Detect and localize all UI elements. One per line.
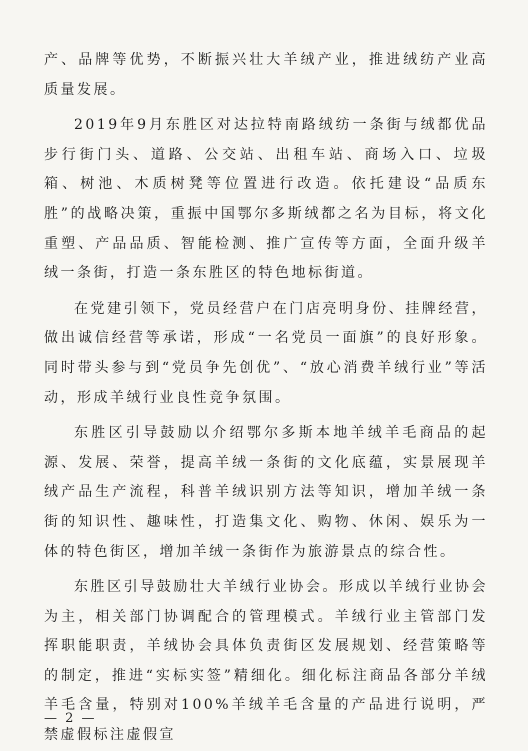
paragraph-4: 东胜区引导鼓励以介绍鄂尔多斯本地羊绒羊毛商品的起源、发展、荣誉，提高羊绒一条街的文化底蕴，实景展现羊绒产品生产流程，科普羊绒识别方法等知识，增加羊绒一条街的知识性、趣味性，打造集文化、购物、休闲、娱乐为一体的特色街区，增加羊绒一条街作为旅游景点的综合性。 (44, 425, 488, 560)
page-number: — 2 — (44, 711, 97, 726)
paragraph-2: 2019年9月东胜区对达拉特南路绒纺一条街与绒都优品步行街门头、道路、公交站、出租车站、商场入口、垃圾箱、树池、木质树凳等位置进行改造。依托建设“品质东胜”的战略决策，重振中国鄂尔多斯绒都之名为目标，将文化重塑、产品品质、智能检测、推广宣传等方面，全面升级羊绒一条街，打造一条东胜区的特色地标街道。 (44, 117, 488, 282)
paragraph-3: 在党建引领下，党员经营户在门店亮明身份、挂牌经营，做出诚信经营等承诺，形成“一名党员一面旗”的良好形象。同时带头参与到“党员争先创优”、“放心消费羊绒行业”等活动，形成羊绒行业良性竞争氛围。 (44, 300, 488, 406)
paragraph-5: 东胜区引导鼓励壮大羊绒行业协会。形成以羊绒行业协会为主，相关部门协调配合的管理模式。羊绒行业主管部门发挥职能职责，羊绒协会具体负责街区发展规划、经营策略等的制定，推进“实标实签”精细化。细化标注商品各部分羊绒羊毛含量，特别对100%羊绒羊毛含量的产品进行说明，严禁虚假标注虚假宣 (44, 579, 488, 744)
paragraph-1: 产、品牌等优势，不断振兴壮大羊绒产业，推进绒纺产业高质量发展。 (44, 52, 488, 98)
document-body (44, 46, 488, 751)
